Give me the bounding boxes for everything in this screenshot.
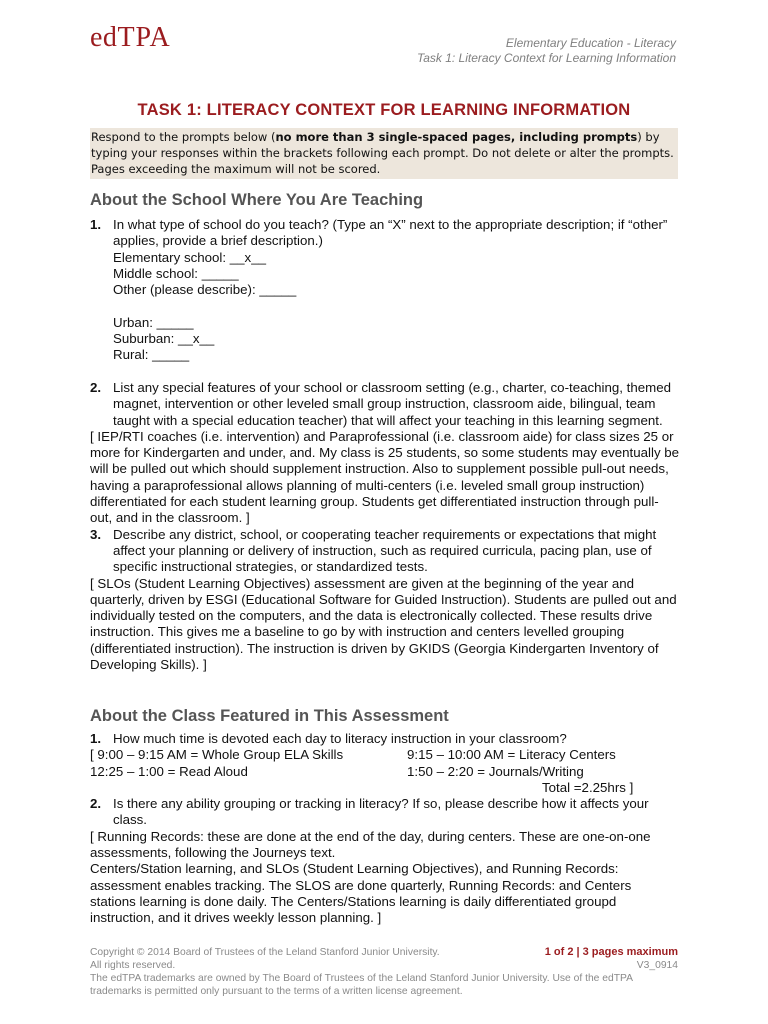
urban-answer: Urban: _____ [113,314,194,330]
question-number: 1. [90,731,102,746]
schedule-cell: 1:50 – 2:20 = Journals/Writing [407,763,584,779]
question-1-school-type [90,217,680,364]
schedule-cell: 12:25 – 1:00 = Read Aloud [90,763,248,779]
response-text: [ SLOs (Student Learning Objectives) assessment are given at the beginning of the year and quarterly, driven by ESGI (Educational Software for Guided Instruction). Students are pulled out and individually tested on the computers, and the data is electronically collected. These results drive instruction. This gives me a baseline to go by with instruction and centers levelled grouping (differentiated instruction). The instruction is driven by GKIDS (Georgia Kindergarten Inventory of Developing Skills). ] [90,575,677,673]
rural-answer: Rural: _____ [113,347,190,363]
header-subject: Elementary Education - Literacy [505,36,676,50]
schedule-row [90,747,680,763]
schedule-row [90,764,680,780]
question-number: 2. [90,796,102,812]
logo-ed: ed [90,22,118,53]
footer-page-count: 1 of 2 | 3 pages maximum [544,946,678,958]
page-title: TASK 1: LITERACY CONTEXT FOR LEARNING INFORMATION [137,101,631,119]
question-number: 2. [90,379,102,395]
question-number: 3. [90,526,102,542]
response-text: [ Running Records: these are done at the end of the day, during centers. These are one-on-one assessments, following the Journeys text. [90,828,651,861]
header-task: Task 1: Literacy Context for Learning Information [416,51,676,65]
question-2-ability-grouping [90,796,680,829]
section-school-content [90,217,680,673]
page-footer [90,946,678,998]
question-prompt: Describe any district, school, or cooperating teacher requirements or expectations that might affect your planning or delivery of instruction, such as required curricula, pacing plan, use of specific instructional strategies, or standardized tests. [113,526,657,575]
question-prompt: In what type of school do you teach? (Type an “X” next to the appropriate description; if “other” applies, provide a brief description.) [113,217,668,249]
footer-trademark: The edTPA trademarks are owned by The Board of Trustees of the Leland Stanford Junior University. Use of the edTPA trademarks is permitted only pursuant to the terms of a written license agreement. [90,973,633,997]
edtpa-logo [90,22,171,54]
logo-tpa: TPA [117,22,171,53]
question-2-special-features [90,380,680,429]
section-heading-class: About the Class Featured in This Assessment [90,707,449,725]
question-number: 1. [90,217,102,232]
response-text: Centers/Station learning, and SLOs (Student Learning Objectives), and Running Records: assessment enables tracking. The SLOS are done quarterly, Running Records: and Centers stations learning is done daily. The Centers/Stations learning is daily differentiated groupd instruction, and it drives weekly lesson planning. ] [90,861,632,926]
running-header [417,36,676,66]
question-prompt: Is there any ability grouping or tracking in literacy? If so, please describe how it affects your class. [113,796,649,828]
suburban-answer: Suburban: __x__ [113,331,215,347]
instructions-post: ) by typing your responses within the brackets following each prompt. Do not delete or alter the prompts. Pages exceeding the maximum will not be scored. [91,130,674,176]
instructions-pre: Respond to the prompts below ( [91,130,276,144]
question-prompt: How much time is devoted each day to literacy instruction in your classroom? [113,731,567,746]
instructions-box [90,128,678,179]
question-prompt: List any special features of your school or classroom setting (e.g., charter, co-teaching, themed magnet, intervention or other leveled small group instruction, classroom aide, bilingual, team taught with a special education teacher) that will affect your teaching in this learning segment. [113,379,672,428]
question-1-literacy-time [90,731,680,747]
middle-school-answer: Middle school: _____ [113,265,239,281]
section-class-content [90,731,680,927]
schedule-cell: 9:15 – 10:00 AM = Literacy Centers [407,747,616,763]
footer-copyright: Copyright © 2014 Board of Trustees of the Leland Stanford Junior University. [90,947,440,958]
schedule-total: Total =2.25hrs ] [542,779,634,795]
schedule-cell: [ 9:00 – 9:15 AM = Whole Group ELA Skills [90,747,344,763]
elementary-school-answer: Elementary school: __x__ [113,249,266,265]
other-school-answer: Other (please describe): _____ [113,282,297,298]
response-text: [ IEP/RTI coaches (i.e. intervention) and Paraprofessional (i.e. classroom aide) for class sizes 25 or more for Kindergarten and under, and. My class is 25 students, so some students may eventually be will be pulled out which should supplement instruction. Also to supplement possible pull-out needs, having a paraprofessional allows planning of multi-centers (i.e. leveled small group instruction) differentiated for each student learning group. Students get differentiated instruction through pull-out, and in the classroom. ] [90,428,680,526]
footer-version: V3_0914 [636,960,678,971]
footer-rights: All rights reserved. [90,960,176,971]
question-3-requirements [90,527,680,576]
section-heading-school: About the School Where You Are Teaching [90,191,424,209]
instructions-bold: no more than 3 single-spaced pages, including prompts [275,130,638,144]
